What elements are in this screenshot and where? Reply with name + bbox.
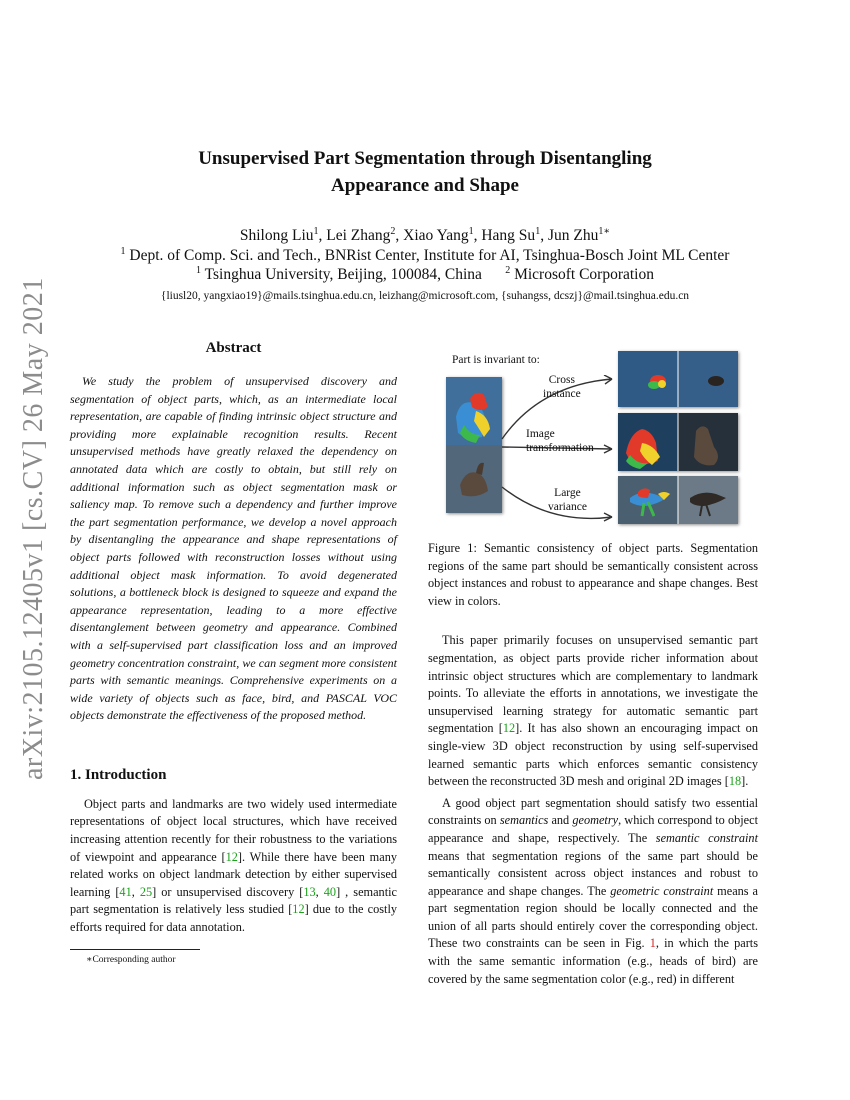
author-sup: 1	[535, 226, 541, 237]
body-paragraph-2: A good object part segmentation should satisfy two essential constraints on semantics and geometry, which correspond to object appearance and shape, respectively. The semantic constraint means that segmentation regions of the same part should be semantically consistent across object instances and robust to appearance and shape changes. The geometric constraint means a part segmentation region should be locally connected and the union of all parts should entirely cover the corresponding object. These two constraints can be seen in Fig. 1, in which the parts with the same semantic information (e.g., heads of bird) are covered by the same segmentation color (e.g., red) in different	[428, 795, 758, 986]
author-name: Xiao Yang	[403, 227, 469, 244]
paper-title	[100, 145, 750, 199]
abstract-text: We study the problem of unsupervised discovery and segmentation of object parts, which, as an intermediate local representation, are capable of finding intrinsic object structure and providing more explainable recognition results. Recent unsupervised methods have greatly relaxed the dependency on annotated data which are costly to obtain, but still rely on additional information such as object segmentation mask or saliency map. To remove such a dependency and further improve the part segmentation performance, we develop a novel approach by disentangling the appearance and shape representations of object parts followed with reconstruction losses without using additional object mask information. To avoid degenerated solutions, a bottleneck block is designed to squeeze and expand the appearance representation, leading to a more effective disentanglement between geometry and appearance. Combined with a self-supervised part classification loss and an improved geometry concentration constraint, we can segment more consistent parts with semantic meanings. Comprehensive experiments on a wide variety of objects such as face, bird, and PASCAL VOC objects demonstrate the effectiveness of the proposed method.	[70, 374, 397, 723]
citation-link[interactable]: 13	[303, 884, 316, 899]
right-column	[428, 345, 758, 988]
result-photo-graphic	[618, 413, 738, 471]
affiliation-sup: 2	[505, 265, 511, 276]
citation-link[interactable]: 40	[323, 884, 337, 899]
author-names: Shilong Liu$^1$, Lei Zhang$^2$, Xiao Yang$^1$, Hang Su$^1$, Jun Zhu$^{1∗}$	[239, 226, 611, 244]
author-block	[60, 226, 790, 306]
result-photo-graphic	[618, 476, 738, 524]
figure-reference-link[interactable]: 1	[649, 936, 656, 951]
affiliation-text: Tsinghua University, Beijing, 100084, China	[204, 266, 482, 283]
left-column	[70, 340, 397, 965]
source-bird-photos	[446, 377, 502, 513]
footnote: ∗Corresponding author	[86, 954, 176, 965]
citation-link[interactable]: 41	[119, 884, 132, 899]
author-sup: 1∗	[598, 226, 611, 237]
body-paragraph-1: This paper primarily focuses on unsupervised semantic part segmentation, as object parts provide richer information about intrinsic object structures which are complementary to landmark points. To alleviate the efforts in annotations, we investigate the unsupervised learning strategy for automatic semantic part segmentation [12]. It has also shown an encouraging impact on single-view 3D object reconstruction by using self-supervised learned semantic parts which enforces semantic consistency between the reconstructed 3D mesh and original 2D images [18].	[428, 633, 758, 789]
citation-link[interactable]: 18	[728, 774, 742, 789]
author-name: Shilong Liu	[239, 227, 314, 244]
label-cross-instance: Cross instance	[543, 374, 581, 400]
affiliation-text: Microsoft Corporation	[514, 266, 654, 283]
figure-1	[428, 345, 758, 530]
affiliation-text: Dept. of Comp. Sci. and Tech., BNRist Center, Institute for AI, Tsinghua-Bosch Joint ML Center	[129, 246, 730, 264]
author-name: Jun Zhu	[547, 227, 599, 244]
citation-link[interactable]: 25	[139, 884, 153, 899]
label-image-transformation: Image transformation	[526, 428, 594, 454]
intro-paragraph: Object parts and landmarks are two widely used intermediate representations of object local structures, which have received increasing attention recently for their robustness to the variations of viewpoint and appearance [12]. While there have been many related works on object landmark detection by either supervised learning [41, 25] or unsupervised discovery [13, 40] , semantic part segmentation is relatively less studied [12] due to the costly efforts required for data annotation.	[70, 796, 398, 935]
figure-caption: Figure 1: Semantic consistency of object parts. Segmentation regions of the same part should be semantically consistent across object instances and robust to appearance and shape changes. Best view in colors.	[428, 541, 758, 608]
title-line-1: Unsupervised Part Segmentation through Disentangling	[198, 148, 652, 169]
affiliation-1	[60, 246, 790, 266]
affiliation-2	[60, 265, 790, 285]
affiliation-sup: 1	[196, 265, 201, 276]
title-line-2: Appearance and Shape	[331, 175, 519, 196]
author-sup: 2	[390, 226, 396, 237]
author-emails: {liusl20, yangxiao19}@mails.tsinghua.edu.cn, leizhang@microsoft.com, {suhangss, dcszj}@mail.tsinghua.edu.cn	[160, 289, 690, 302]
right-body-text	[428, 632, 758, 988]
result-photo-row-2	[618, 413, 738, 471]
citation-link[interactable]: 12	[502, 721, 516, 736]
author-sup: 1	[313, 226, 319, 237]
affiliation-sup: 1	[120, 245, 126, 257]
author-name: Hang Su	[481, 227, 536, 244]
citation-link[interactable]: 12	[292, 902, 305, 917]
author-sup: 1	[468, 226, 474, 237]
result-photo-row-1	[618, 351, 738, 407]
section-heading-introduction: 1. Introduction	[70, 766, 167, 783]
citation-link[interactable]: 12	[225, 849, 238, 864]
author-name: Lei Zhang	[326, 227, 391, 244]
bird-photo-graphic	[446, 377, 502, 513]
arxiv-stamp: arXiv:2105.12405v1 [cs.CV] 26 May 2021	[18, 277, 49, 780]
result-photo-graphic	[618, 351, 738, 407]
label-large-variance: Large variance	[548, 487, 587, 513]
result-photo-row-3	[618, 476, 738, 524]
figure-header: Part is invariant to:	[452, 354, 540, 366]
footnote-rule	[70, 949, 200, 950]
abstract-heading: Abstract	[205, 340, 262, 356]
